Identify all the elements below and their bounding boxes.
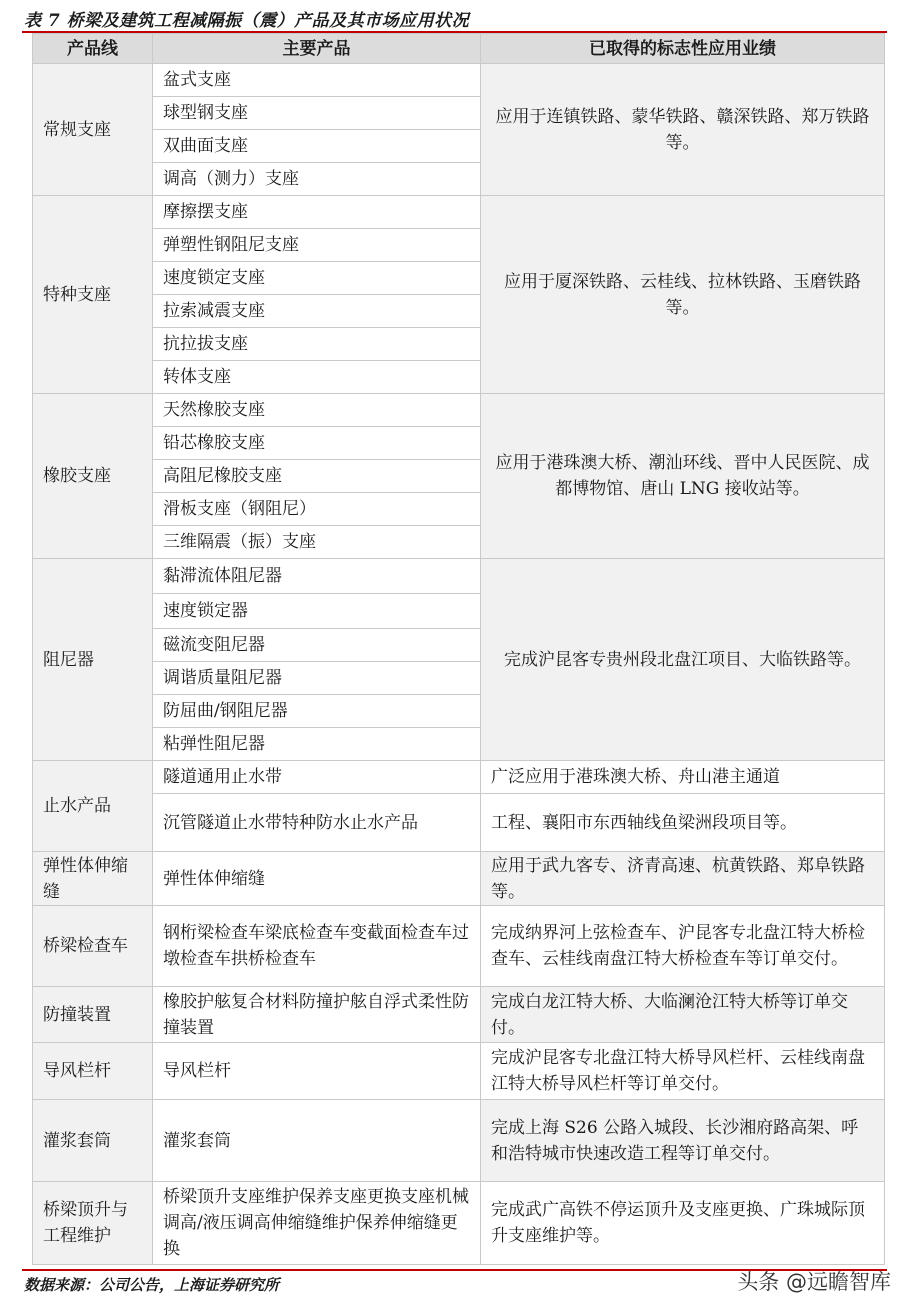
- achievement-cell: 工程、襄阳市东西轴线鱼梁洲段项目等。: [481, 794, 885, 852]
- table-row: [33, 1182, 885, 1265]
- table-row: [33, 1043, 885, 1100]
- product-cell: 滑板支座（钢阻尼）: [153, 493, 481, 526]
- product-line-cell: 常规支座: [33, 64, 153, 196]
- table-row: [33, 1100, 885, 1182]
- product-cell: 钢桁梁检查车梁底检查车变截面检查车过墩检查车拱桥检查车: [153, 906, 481, 987]
- achievement-cell: 完成沪昆客专北盘江特大桥导风栏杆、云桂线南盘江特大桥导风栏杆等订单交付。: [481, 1043, 885, 1100]
- product-cell: 弹性体伸缩缝: [153, 852, 481, 906]
- table-title: 表 7 桥梁及建筑工程减隔振（震）产品及其市场应用状况: [24, 11, 470, 31]
- product-line-cell: 阻尼器: [33, 559, 153, 761]
- product-line-cell: 导风栏杆: [33, 1043, 153, 1100]
- product-cell: 灌浆套筒: [153, 1100, 481, 1182]
- achievement-cell: 应用于港珠澳大桥、潮汕环线、晋中人民医院、成都博物馆、唐山 LNG 接收站等。: [481, 394, 885, 559]
- product-line-cell: 橡胶支座: [33, 394, 153, 559]
- product-cell: 速度锁定器: [153, 594, 481, 629]
- product-line-cell: 止水产品: [33, 761, 153, 852]
- product-line-cell: 弹性体伸缩缝: [33, 852, 153, 906]
- product-line-cell: 防撞装置: [33, 987, 153, 1043]
- product-line-cell: 特种支座: [33, 196, 153, 394]
- product-cell: 铅芯橡胶支座: [153, 427, 481, 460]
- product-cell: 双曲面支座: [153, 130, 481, 163]
- product-cell: 高阻尼橡胶支座: [153, 460, 481, 493]
- table-row: [33, 987, 885, 1043]
- achievement-cell: 广泛应用于港珠澳大桥、舟山港主通道: [481, 761, 885, 794]
- product-cell: 隧道通用止水带: [153, 761, 481, 794]
- product-cell: 摩擦摆支座: [153, 196, 481, 229]
- product-line-cell: 灌浆套筒: [33, 1100, 153, 1182]
- product-cell: 球型钢支座: [153, 97, 481, 130]
- watermark: 头条 @远瞻智库: [737, 1270, 891, 1294]
- product-cell: 粘弹性阻尼器: [153, 728, 481, 761]
- product-cell: 盆式支座: [153, 64, 481, 97]
- product-cell: 桥梁顶升支座维护保养支座更换支座机械调高/液压调高伸缩缝维护保养伸缩缝更换: [153, 1182, 481, 1265]
- product-cell: 黏滞流体阻尼器: [153, 559, 481, 594]
- product-cell: 抗拉拔支座: [153, 328, 481, 361]
- product-cell: 三维隔震（振）支座: [153, 526, 481, 559]
- header-achievements: 已取得的标志性应用业绩: [481, 34, 885, 64]
- table-row: [33, 761, 885, 794]
- product-cell: 拉索减震支座: [153, 295, 481, 328]
- product-cell: 沉管隧道止水带特种防水止水产品: [153, 794, 481, 852]
- product-cell: 调谐质量阻尼器: [153, 662, 481, 695]
- product-cell: 转体支座: [153, 361, 481, 394]
- product-cell: 磁流变阻尼器: [153, 629, 481, 662]
- achievement-cell: 应用于厦深铁路、云桂线、拉林铁路、玉磨铁路等。: [481, 196, 885, 394]
- product-cell: 弹塑性钢阻尼支座: [153, 229, 481, 262]
- achievement-cell: 应用于武九客专、济青高速、杭黄铁路、郑阜铁路等。: [481, 852, 885, 906]
- data-source-note: 数据来源：公司公告，上海证券研究所: [24, 1276, 280, 1294]
- achievement-cell: 应用于连镇铁路、蒙华铁路、赣深铁路、郑万铁路等。: [481, 64, 885, 196]
- product-cell: 导风栏杆: [153, 1043, 481, 1100]
- product-cell: 天然橡胶支座: [153, 394, 481, 427]
- table-row: [33, 394, 885, 427]
- table-row: [33, 196, 885, 229]
- achievement-cell: 完成上海 S26 公路入城段、长沙湘府路高架、呼和浩特城市快速改造工程等订单交付。: [481, 1100, 885, 1182]
- product-cell: 调高（测力）支座: [153, 163, 481, 196]
- product-table: [32, 33, 885, 1265]
- table-row: [33, 852, 885, 906]
- product-cell: 速度锁定支座: [153, 262, 481, 295]
- table-row: [33, 559, 885, 594]
- header-row: [33, 34, 885, 64]
- table-row: [33, 64, 885, 97]
- table-row: [33, 794, 885, 852]
- product-line-cell: 桥梁检查车: [33, 906, 153, 987]
- product-cell: 防屈曲/钢阻尼器: [153, 695, 481, 728]
- table-row: [33, 906, 885, 987]
- achievement-cell: 完成白龙江特大桥、大临澜沧江特大桥等订单交付。: [481, 987, 885, 1043]
- achievement-cell: 完成武广高铁不停运顶升及支座更换、广珠城际顶升支座维护等。: [481, 1182, 885, 1265]
- achievement-cell: 完成沪昆客专贵州段北盘江项目、大临铁路等。: [481, 559, 885, 761]
- header-product-line: 产品线: [33, 34, 153, 64]
- product-line-cell: 桥梁顶升与工程维护: [33, 1182, 153, 1265]
- product-cell: 橡胶护舷复合材料防撞护舷自浮式柔性防撞装置: [153, 987, 481, 1043]
- achievement-cell: 完成纳界河上弦检查车、沪昆客专北盘江特大桥检查车、云桂线南盘江特大桥检查车等订单交付。: [481, 906, 885, 987]
- header-main-products: 主要产品: [153, 34, 481, 64]
